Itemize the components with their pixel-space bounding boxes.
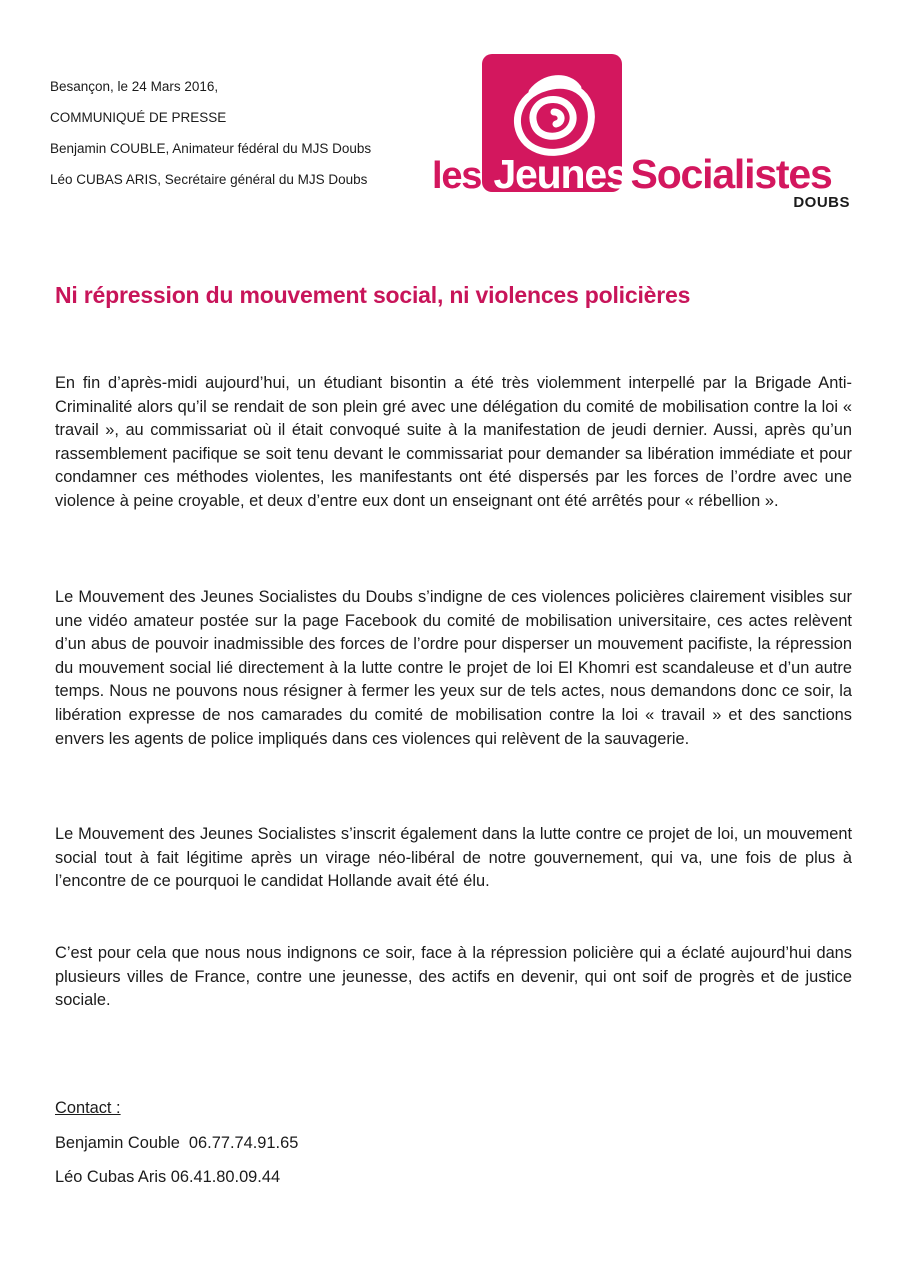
body-paragraph-3: Le Mouvement des Jeunes Socialistes s’inscrit également dans la lutte contre ce projet de loi, un mouvement social tout à fait légitime après un virage néo-libéral de notre gouvernement, qui va, une fois de plus à l’encontre de ce pourquoi le candidat Hollande avait été élu.: [55, 825, 852, 891]
author-line-2: Léo CUBAS ARIS, Secrétaire général du MJS Doubs: [50, 172, 368, 187]
body-paragraph-1: En fin d’après-midi aujourd’hui, un étudiant bisontin a été très violemment interpellé par la Brigade Anti-Criminalité alors qu’il se rendait de son plein gré avec une délégation du comité de mobilisation contre la loi « travail », au commissariat où il était convoqué suite à la manifestation de jeudi dernier. Aussi, après qu’un rassemblement pacifique se soit tenu devant le commissariat pour demander sa libération immédiate et pour condamner ces méthodes violentes, les manifestants ont été dispersés par les forces de l’ordre avec une violence à peine croyable, et deux d’entre eux dont un enseignant ont été arrêtés pour « rébellion ».: [55, 374, 852, 510]
place-date: Besançon, le 24 Mars 2016,: [50, 79, 219, 94]
contact-block: [55, 1097, 298, 1201]
brand-region: DOUBS: [793, 194, 850, 211]
brand-word-les: les: [432, 155, 482, 197]
brand-word-socialistes: Socialistes: [630, 151, 832, 197]
body-paragraph-2: Le Mouvement des Jeunes Socialistes du Doubs s’indigne de ces violences policières clairement visibles sur une vidéo amateur postée sur la page Facebook du comité de mobilisation universitaire, ces actes relèvent d’un abus de pouvoir inadmissible des forces de l’ordre pour disperser un mouvement pacifiste, la répression du mouvement social lié directement à la lutte contre le projet de loi El Khomri est scandaleuse et d’un autre temps. Nous ne pouvons nous résigner à fermer les yeux sur de tels actes, nous demandons donc ce soir, la libération expresse de nos camarades du comité de mobilisation contre la loi « travail » et des sanctions envers les agents de police impliqués dans ces violences qui relèvent de la sauvagerie.: [55, 588, 852, 748]
brand-wordmark: [432, 150, 832, 200]
header-info: [50, 78, 430, 202]
organization-logo: [432, 50, 862, 220]
brand-word-jeunes: Jeunes: [493, 151, 628, 197]
body-paragraph-4: C’est pour cela que nous nous indignons ce soir, face à la répression policière qui a éclaté aujourd’hui dans plusieurs villes de France, contre une jeunesse, des actifs en devenir, qui ont soif de progrès et de justice sociale.: [55, 944, 852, 1010]
document-type: COMMUNIQUÉ DE PRESSE: [50, 110, 227, 125]
author-line-1: Benjamin COUBLE, Animateur fédéral du MJS Doubs: [50, 141, 372, 156]
page-title: Ni répression du mouvement social, ni violences policières: [55, 282, 691, 308]
contact-person-1: Benjamin Couble 06.77.74.91.65: [55, 1133, 299, 1152]
contact-person-2: Léo Cubas Aris 06.41.80.09.44: [55, 1168, 281, 1186]
contact-heading: Contact :: [55, 1099, 121, 1117]
